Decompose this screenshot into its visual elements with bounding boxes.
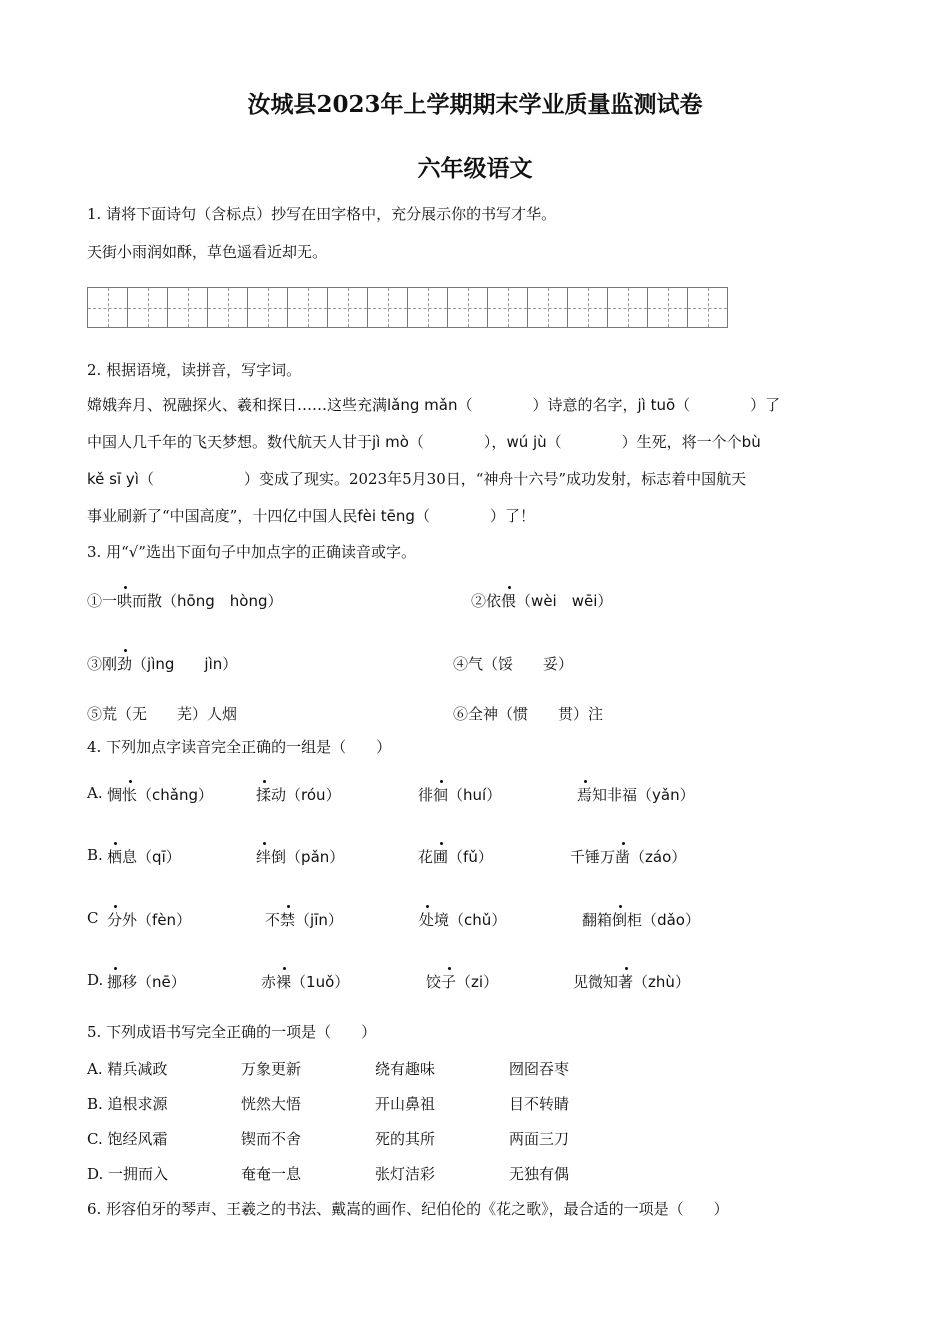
- pinyin-feiteng: fèi tēng: [357, 507, 415, 525]
- q3-item-2: ②依偎（wèi wēi）: [471, 592, 613, 610]
- pinyin-kesiyi: kě sī yì: [87, 470, 139, 488]
- q2-line-3: [87, 468, 746, 489]
- tianzige-grid[interactable]: [87, 287, 727, 328]
- pinyin-jimo: jì mò: [372, 433, 409, 451]
- q1-prompt: 1. 请将下面诗句（含标点）抄写在田字格中，充分展示你的书写才华。: [87, 205, 557, 223]
- q3-item-4[interactable]: ④气（馁 妥）: [453, 655, 574, 673]
- exam-subtitle: 六年级语文: [417, 155, 533, 182]
- tianzige-cell[interactable]: [287, 287, 328, 328]
- tianzige-cell[interactable]: [327, 287, 368, 328]
- q1-poem: 天街小雨润如酥，草色遥看近却无。: [87, 243, 328, 261]
- exam-title: 汝城县2023年上学期期末学业质量监测试卷: [247, 91, 703, 118]
- tianzige-cell[interactable]: [527, 287, 568, 328]
- q3-item-6[interactable]: ⑥全神（惯 贯）注: [453, 705, 604, 723]
- tianzige-cell[interactable]: [607, 287, 648, 328]
- tianzige-cell[interactable]: [407, 287, 448, 328]
- tianzige-cell[interactable]: [127, 287, 168, 328]
- answer-blank[interactable]: （ ）了: [675, 396, 781, 414]
- q3-item-5[interactable]: ⑤荒（无 芜）人烟: [87, 705, 238, 723]
- answer-blank[interactable]: （ ）了！: [414, 507, 535, 525]
- answer-blank[interactable]: （ ）诗意的名字，: [457, 396, 638, 414]
- q2-line-2: [87, 431, 761, 452]
- q2-text: 中国人几千年的飞天梦想。数代航天人甘于: [87, 433, 373, 451]
- tianzige-cell[interactable]: [647, 287, 688, 328]
- q2-line-4: [87, 505, 535, 526]
- tianzige-cell[interactable]: [447, 287, 488, 328]
- tianzige-cell[interactable]: [687, 287, 728, 328]
- answer-blank[interactable]: （ ）变成了现实。2023年5月30日，“神舟十六号”成功发射，标志着中国航天: [138, 470, 747, 488]
- tianzige-cell[interactable]: [167, 287, 208, 328]
- tianzige-cell[interactable]: [207, 287, 248, 328]
- q2-prompt: 2. 根据语境，读拼音，写字词。: [87, 361, 302, 379]
- q3-item-3: ③刚劲（jìng jìn）: [87, 655, 238, 673]
- q2-text: 嫦娥奔月、祝融探火、羲和探日……这些充满: [87, 396, 388, 414]
- q3-item-1: ①一哄而散（hōng hòng）: [87, 592, 283, 610]
- q2-line-1: [87, 394, 780, 415]
- pinyin-langman: lǎng mǎn: [387, 396, 458, 414]
- pinyin-jituo: jì tuō: [637, 396, 676, 414]
- answer-blank[interactable]: （ ），: [408, 433, 507, 451]
- tianzige-cell[interactable]: [87, 287, 128, 328]
- pinyin-bu: bù: [741, 433, 761, 451]
- tianzige-cell[interactable]: [247, 287, 288, 328]
- pinyin-wuju: wú jù: [506, 433, 547, 451]
- answer-blank[interactable]: （ ）生死，将一个个: [546, 433, 742, 451]
- tianzige-cell[interactable]: [367, 287, 408, 328]
- tianzige-cell[interactable]: [487, 287, 528, 328]
- q2-text: 事业刷新了“中国高度”，十四亿中国人民: [87, 507, 358, 525]
- tianzige-cell[interactable]: [567, 287, 608, 328]
- q6-prompt: 6. 形容伯牙的琴声、王羲之的书法、戴嵩的画作、纪伯伦的《花之歌》，最合适的一项是（ ）: [87, 1200, 729, 1218]
- q5-prompt: 5. 下列成语书写完全正确的一项是（ ）: [87, 1023, 377, 1041]
- q3-prompt: 3. 用“√”选出下面句子中加点字的正确读音或字。: [87, 543, 416, 561]
- q4-prompt: 4. 下列加点字读音完全正确的一组是（ ）: [87, 738, 392, 756]
